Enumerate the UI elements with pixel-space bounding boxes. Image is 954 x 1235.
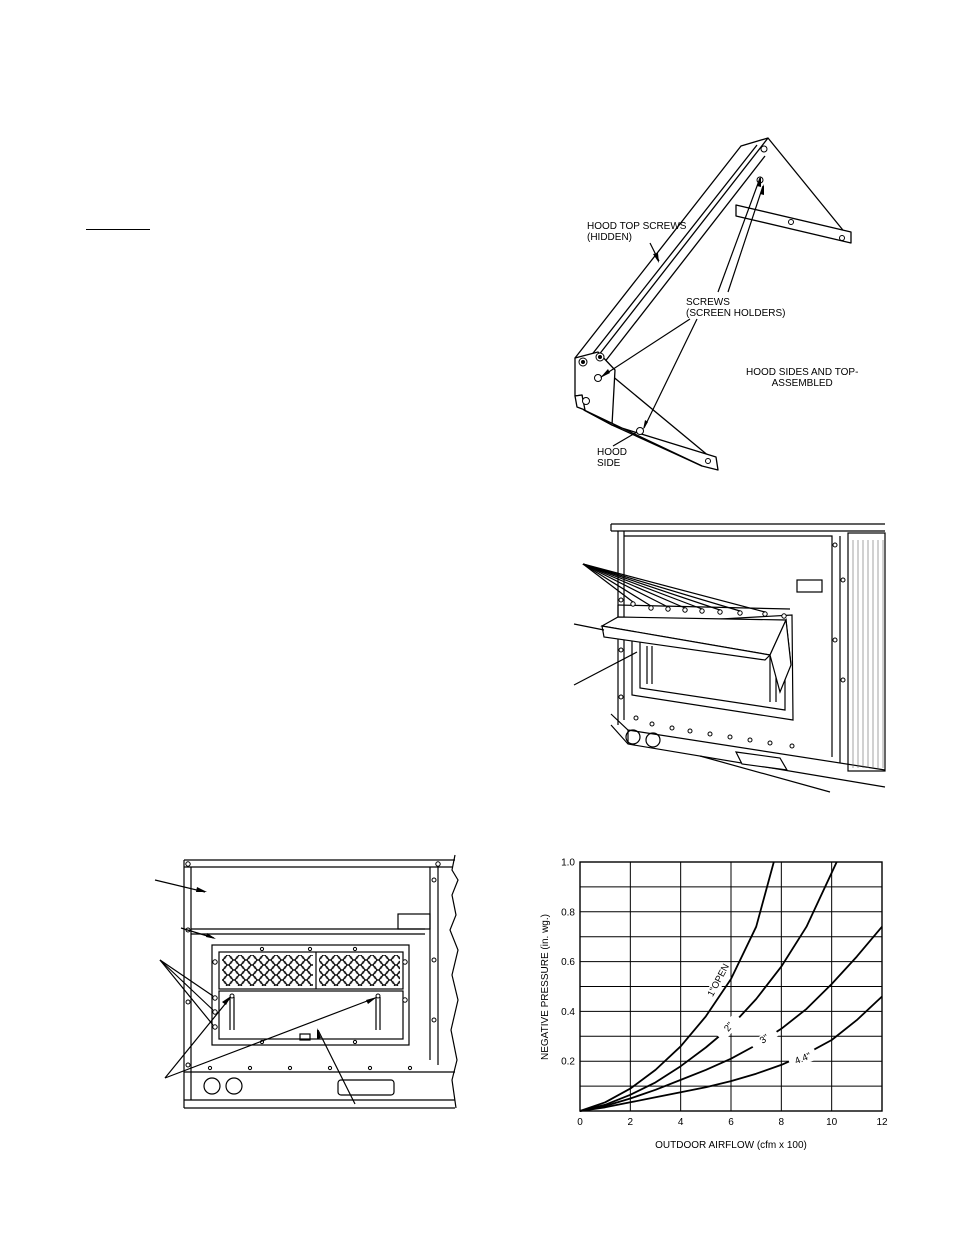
y-tick-label: 0.8 [561, 907, 575, 919]
x-tick-label: 4 [677, 1117, 684, 1128]
x-axis-label: OUTDOOR AIRFLOW (cfm x 100) [655, 1140, 807, 1151]
chart-grid [580, 862, 882, 1111]
pressure-airflow-chart [530, 850, 910, 1160]
x-tick-label: 0 [577, 1117, 583, 1128]
series-label-2: 2" [722, 1020, 737, 1035]
label-hood-top-screws: HOOD TOP SCREWS (HIDDEN) [587, 221, 687, 243]
label-hood-sides-assembled: HOOD SIDES AND TOP- ASSEMBLED [746, 367, 859, 389]
x-tick-label: 10 [826, 1117, 838, 1128]
y-tick-label: 0.4 [561, 1006, 575, 1018]
chart-ticks [561, 858, 888, 1129]
series-label-1: 1"OPEN [705, 962, 732, 999]
x-tick-label: 8 [778, 1117, 785, 1128]
series-label-3: 3" [757, 1032, 772, 1047]
label-screws-screen-holders: SCREWS (SCREEN HOLDERS) [686, 297, 786, 319]
hood-installed-drawing [560, 515, 890, 800]
screens-installed-drawing [150, 850, 470, 1115]
x-tick-label: 6 [728, 1117, 734, 1128]
x-tick-label: 12 [876, 1117, 888, 1128]
y-tick-label: 0.6 [561, 957, 575, 969]
underline-mark [86, 229, 150, 230]
label-hood-side: HOOD SIDE [597, 447, 627, 469]
x-tick-label: 2 [627, 1117, 634, 1128]
y-tick-label: 1.0 [561, 857, 575, 869]
series-label-4: 4.4" [793, 1050, 813, 1068]
y-axis-label: NEGATIVE PRESSURE (in. wg.) [540, 914, 551, 1060]
y-tick-label: 0.2 [561, 1056, 575, 1068]
